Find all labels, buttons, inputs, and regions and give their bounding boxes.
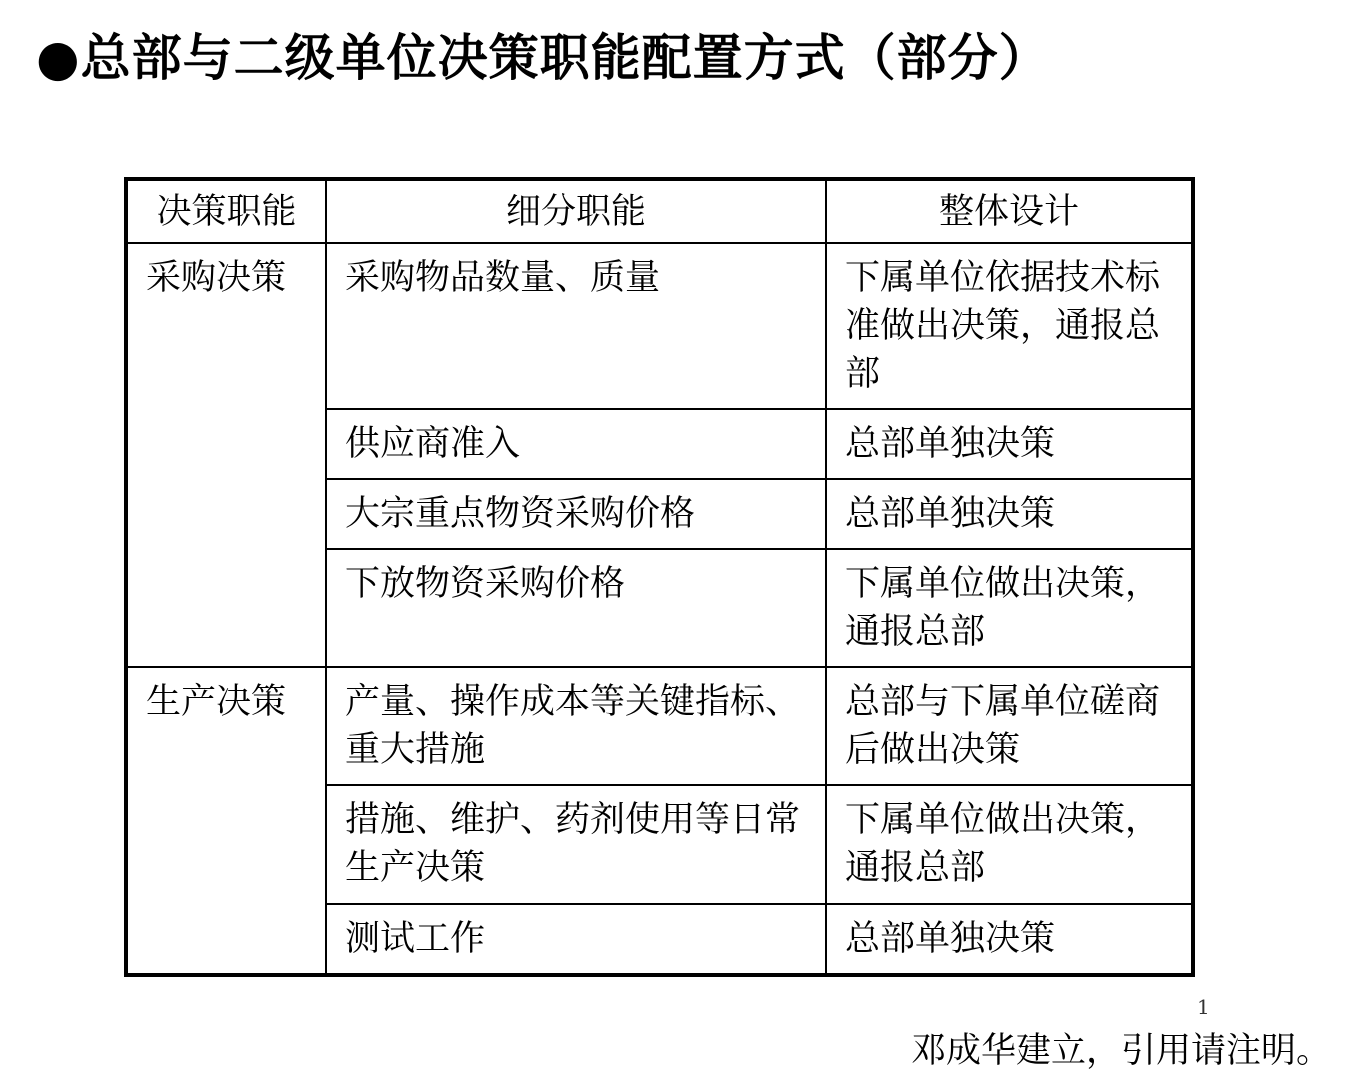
header-cell-function: 决策职能 xyxy=(126,179,326,243)
subfunction-cell: 产量、操作成本等关键指标、重大措施 xyxy=(326,667,826,785)
decision-table-container xyxy=(124,177,1191,977)
decision-table xyxy=(124,177,1195,977)
slide-title: ●总部与二级单位决策职能配置方式（部分） xyxy=(36,29,1050,87)
design-cell: 下属单位依据技术标准做出决策，通报总部 xyxy=(826,243,1193,409)
subfunction-cell: 采购物品数量、质量 xyxy=(326,243,826,409)
design-cell: 总部单独决策 xyxy=(826,479,1193,549)
table-row xyxy=(126,667,1193,785)
design-cell: 总部与下属单位磋商后做出决策 xyxy=(826,667,1193,785)
subfunction-cell: 措施、维护、药剂使用等日常生产决策 xyxy=(326,785,826,904)
table-header-row xyxy=(126,179,1193,243)
design-cell: 总部单独决策 xyxy=(826,409,1193,479)
design-cell: 总部单独决策 xyxy=(826,904,1193,975)
subfunction-cell: 供应商准入 xyxy=(326,409,826,479)
subfunction-cell: 测试工作 xyxy=(326,904,826,975)
header-cell-subfunction: 细分职能 xyxy=(326,179,826,243)
function-cell: 采购决策 xyxy=(126,243,326,667)
function-cell: 生产决策 xyxy=(126,667,326,975)
design-cell: 下属单位做出决策，通报总部 xyxy=(826,785,1193,904)
design-cell: 下属单位做出决策，通报总部 xyxy=(826,549,1193,667)
footer-credit: 邓成华建立，引用请注明。 xyxy=(910,1031,1331,1071)
subfunction-cell: 大宗重点物资采购价格 xyxy=(326,479,826,549)
subfunction-cell: 下放物资采购价格 xyxy=(326,549,826,667)
page-number: 1 xyxy=(1197,995,1210,1019)
header-cell-design: 整体设计 xyxy=(826,179,1193,243)
table-row xyxy=(126,243,1193,409)
